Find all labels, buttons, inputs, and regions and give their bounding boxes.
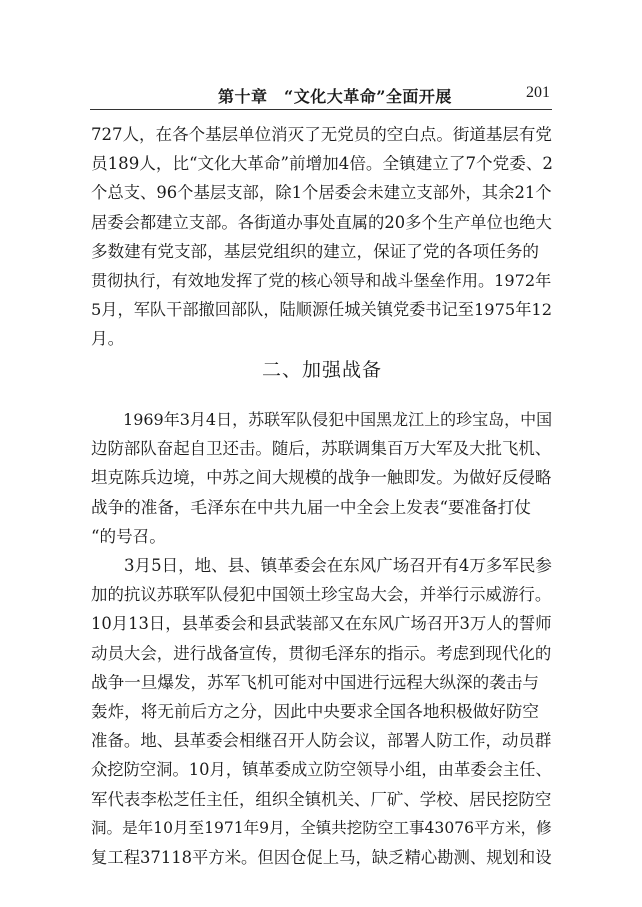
paragraph-continued xyxy=(91,120,553,354)
text-line: 众挖防空洞。10月，镇革委成立防空领导小组，由革委会主任、 xyxy=(91,760,552,780)
chapter-title: 第十章 “文化大革命”全面开展 xyxy=(218,87,452,106)
text-line: 战争一旦爆发，苏军飞机可能对中国进行远程大纵深的袭击与 xyxy=(91,672,540,692)
section-heading: 二、加强战备 xyxy=(261,359,382,381)
text-line: 军代表李松芝任主任，组织全镇机关、厂矿、学校、居民挖防空 xyxy=(91,789,552,809)
text-line: 1969年3月4日，苏联军队侵犯中国黑龙江上的珍宝岛，中国 xyxy=(123,410,553,429)
text-line: “的号召。 xyxy=(91,526,166,546)
text-line: 边防部队奋起自卫还击。随后，苏联调集百万大军及大批飞机、 xyxy=(91,439,552,459)
text-line: 坦克陈兵边境，中苏之间大规模的战争一触即发。为做好反侵略 xyxy=(91,468,552,488)
paragraph xyxy=(91,551,553,872)
page-number: 201 xyxy=(526,84,550,101)
running-header xyxy=(90,82,552,108)
text-line: 动员大会，进行战备宣传，贯彻毛泽东的指示。考虑到现代化的 xyxy=(91,643,552,663)
text-line: 复工程37118平方米。但因仓促上马，缺乏精心勘测、规划和设 xyxy=(91,848,552,868)
text-line: 加的抗议苏联军队侵犯中国领土珍宝岛大会，并举行示威游行。 xyxy=(91,585,552,605)
text-line: 727人，在各个基层单位消灭了无党员的空白点。街道基层有党 xyxy=(91,125,552,144)
header-rule xyxy=(90,109,552,110)
text-line: 居委会都建立支部。各街道办事处直属的20多个生产单位也绝大 xyxy=(91,212,552,232)
section-body xyxy=(91,405,553,872)
text-line: 准备。地、县革委会相继召开人防会议，部署人防工作，动员群 xyxy=(91,731,552,751)
text-line: 10月13日，县革委会和县武装部又在东风广场召开3万人的誓师 xyxy=(91,614,552,634)
text-line: 月。 xyxy=(91,329,125,349)
text-line: 贯彻执行，有效地发挥了党的核心领导和战斗堡垒作用。1972年 xyxy=(91,271,552,291)
text-line: 多数建有党支部，基层党组织的建立，保证了党的各项任务的 xyxy=(91,241,540,261)
text-line: 3月5日，地、县、镇革委会在东风广场召开有4万多军民参 xyxy=(124,556,552,576)
text-line: 个总支、96个基层支部，除1个居委会未建立支部外，其余21个 xyxy=(91,183,552,203)
text-line: 轰炸，将无前后方之分，因此中央要求全国各地积极做好防空 xyxy=(91,702,540,722)
text-line: 5月，军队干部撤回部队，陆顺源任城关镇党委书记至1975年12 xyxy=(91,300,553,320)
text-line: 战争的准备，毛泽东在中共九届一中全会上发表“要准备打仗 xyxy=(91,497,531,517)
text-line: 员189人，比“文化大革命”前增加4倍。全镇建立了7个党委、2 xyxy=(91,154,553,174)
paragraph xyxy=(91,405,553,551)
text-line: 洞。是年10月至1971年9月，全镇共挖防空工事43076平方米，修 xyxy=(91,818,552,837)
